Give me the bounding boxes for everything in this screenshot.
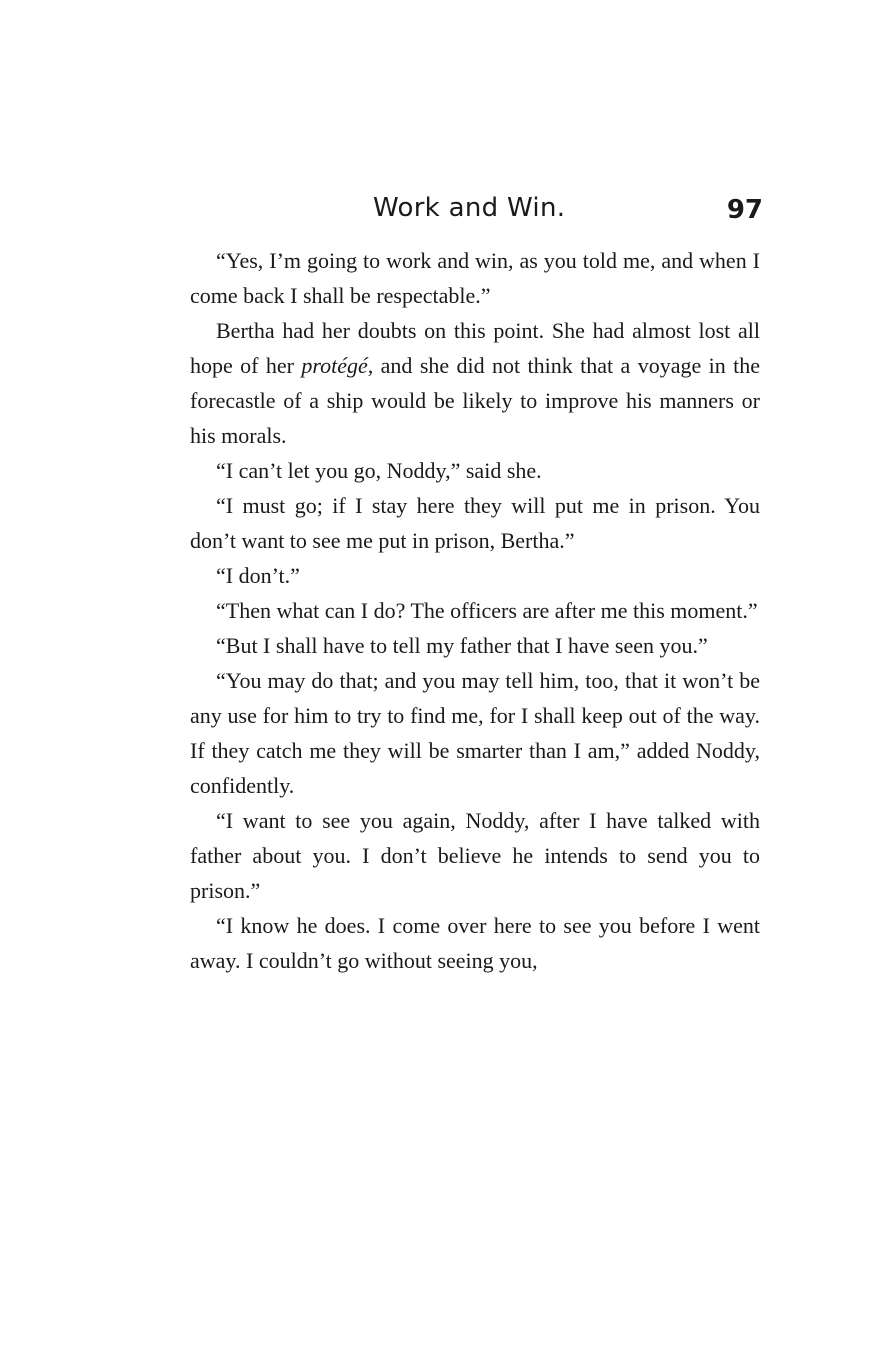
page-number: 97 (726, 195, 763, 225)
paragraph-text: “You may do that; and you may tell him, too, that it won’t be any use for him to try to find me, for I shall keep out of the way. If they catch me they will be smarter than I am,” added Noddy, confidently. (190, 668, 760, 798)
paragraph (190, 663, 760, 803)
paragraph (190, 558, 760, 593)
italic-word: protégé, (301, 353, 374, 378)
paragraph (190, 628, 760, 663)
paragraph-text: “Yes, I’m going to work and win, as you told me, and when I come back I shall be respectable.” (190, 248, 760, 308)
running-title: Work and Win. (373, 193, 566, 223)
paragraph (190, 593, 760, 628)
body-text (190, 243, 760, 978)
paragraph-text: Bertha had her doubts on this point. She had almost lost all hope of her (190, 318, 760, 378)
paragraph (190, 243, 760, 313)
paragraph-text: “I want to see you again, Noddy, after I have talked with father about you. I don’t believe he intends to send you to prison.” (190, 808, 760, 903)
paragraph-text: “I must go; if I stay here they will put me in prison. You don’t want to see me put in prison, Bertha.” (190, 493, 760, 553)
paragraph-text: “I know he does. I come over here to see you before I went away. I couldn’t go without seeing you, (190, 913, 760, 973)
paragraph-text: and she did not think that a voyage in the forecastle of a ship would be likely to improve his manners or his morals. (190, 353, 761, 448)
paragraph (190, 453, 760, 488)
paragraph (190, 803, 760, 908)
paragraph (190, 488, 760, 558)
paragraph (190, 908, 760, 978)
paragraph-text: “I can’t let you go, Noddy,” said she. (216, 458, 542, 483)
running-head (190, 190, 763, 234)
paragraph-text: “But I shall have to tell my father that I have seen you.” (216, 633, 708, 658)
paragraph-text: “I don’t.” (216, 563, 300, 588)
paragraph (190, 313, 760, 453)
paragraph-text: “Then what can I do? The officers are after me this moment.” (216, 598, 758, 623)
